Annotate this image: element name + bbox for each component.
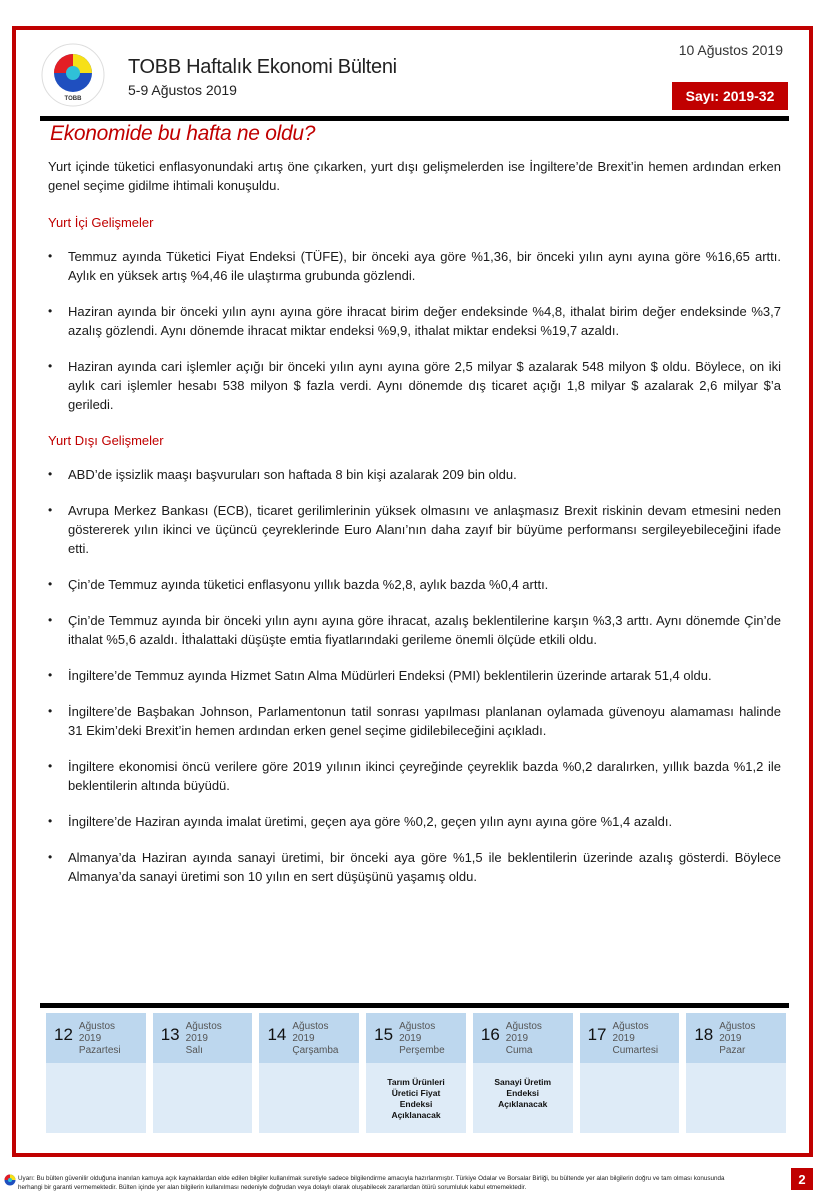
disclaimer-text: Uyarı: Bu bülten güvenilir olduğuna inanılan kamuya açık kaynaklardan elde edilen bilgiler kullanılmak suretiyle sadece bilgilendirme amacıyla hazırlanmıştır. Türkiye Odalar ve Borsalar Birliği, bu bültende yer alan bilgilerin doğru ve tam olması konusunda herhangi bir garanti vermemektedir. Bülten içinde yer alan bilgilerin kullanılması nedeniyle doğrudan veya dolaylı olarak oluşabilecek zararlardan ötürü sorumluluk kabul etmemektedir.: [18, 1175, 725, 1191]
calendar-day: [686, 1013, 786, 1133]
list-item: • İngiltere ekonomisi öncü verilere göre 2019 yılının ikinci çeyreğinde çeyreklik bazda %0,2 daralırken, yıllık bazda %1,2 ile beklentilerin altında büyüdü.: [48, 757, 781, 795]
day-month: Ağustos 2019: [292, 1021, 329, 1044]
header-divider: [40, 116, 789, 121]
svg-text:TOBB: TOBB: [64, 96, 82, 102]
publication-date: 10 Ağustos 2019: [678, 42, 783, 58]
list-item: • Çin’de Temmuz ayında bir önceki yılın aynı ayına göre ihracat, azalış beklentilerine karşın %3,3 arttı. Aynı dönemde Çin’de ithalat %5,6 azaldı. İthalattaki düşüşte emtia fiyatlarındaki gerileme önemli ölçüde etkili oldu.: [48, 611, 781, 649]
intro-paragraph: Yurt içinde tüketici enflasyonundaki artış öne çıkarken, yurt dışı gelişmelerden ise İngiltere’de Brexit’in hemen ardından erken genel seçime gidilme ihtimali konuşuldu.: [48, 159, 781, 193]
day-month: Ağustos 2019: [78, 1021, 116, 1044]
list-item: • Çin’de Temmuz ayında tüketici enflasyonu yıllık bazda %2,8, aylık bazda %0,4 arttı.: [48, 575, 781, 594]
day-month: Ağustos 2019: [719, 1021, 756, 1044]
list-item: • ABD’de işsizlik maaşı başvuruları son haftada 8 bin kişi azalarak 209 bin oldu.: [48, 465, 781, 484]
list-item: • Temmuz ayında Tüketici Fiyat Endeksi (TÜFE), bir önceki aya göre %1,36, bir önceki yılın aynı ayına göre %16,65 arttı. Aylık en yüksek artış %4,46 ile ulaştırma grubunda gözlendi.: [48, 247, 781, 285]
calendar-day: [46, 1013, 146, 1133]
day-month: Ağustos 2019: [505, 1021, 542, 1044]
section-headline: Ekonomide bu hafta ne oldu?: [50, 122, 316, 145]
day-number: 15: [374, 1025, 394, 1044]
list-item: • İngiltere’de Temmuz ayında Hizmet Satın Alma Müdürleri Endeksi (PMI) beklentilerin üzerinde artarak 51,4 oldu.: [48, 666, 781, 685]
calendar-day-body: [153, 1063, 253, 1133]
calendar-day-body: [46, 1063, 146, 1133]
list-item: • Haziran ayında bir önceki yılın aynı ayına göre ihracat birim değer endeksinde %4,8, ithalat birim değer endeksinde %3,7 azalış gözlendi. Aynı dönemde ihracat miktar endeksi %9,9, ithalat miktar endeksi %19,7 azaldı.: [48, 302, 781, 340]
calendar-divider: [40, 1003, 789, 1008]
day-month: Ağustos 2019: [185, 1021, 222, 1044]
day-number: 14: [267, 1025, 287, 1044]
list-item: • Almanya’da Haziran ayında sanayi üretimi, bir önceki aya göre %1,5 ile beklentilerin üzerinde azalış gösterdi. Böylece Almanya’da sanayi üretimi son 10 yılın en sert düşüşünü yaşamış oldu.: [48, 848, 781, 886]
calendar-day-body: [473, 1063, 573, 1133]
calendar-day-body: [580, 1063, 680, 1133]
domestic-list: [48, 247, 781, 414]
list-item: • İngiltere’de Haziran ayında imalat üretimi, geçen aya göre %0,2, geçen yılın aynı ayına göre %1,4 azaldı.: [48, 812, 781, 831]
calendar-day-header: [473, 1013, 573, 1063]
calendar-day-body: [366, 1063, 466, 1133]
day-number: 17: [587, 1025, 607, 1044]
tobb-logo-icon: [40, 42, 106, 108]
list-item: • Avrupa Merkez Bankası (ECB), ticaret gerilimlerinin yüksek olmasını ve anlaşmasız Brexit riskinin devam etmesini neden göstererek yılın ikinci ve üçüncü çeyreklerinde Euro Alanı’nın daha zayıf bir büyüme performansı sergileyebileceğini ifade etti.: [48, 501, 781, 558]
day-event: Tarım Ürünleri Üretici Fiyat Endeksi Açıklanacak: [387, 1077, 445, 1120]
calendar-day: [259, 1013, 359, 1133]
calendar-day-header: [366, 1013, 466, 1063]
day-weekday: Çarşamba: [292, 1045, 339, 1056]
day-weekday: Pazar: [719, 1045, 746, 1056]
issue-badge: Sayı: 2019-32: [672, 82, 788, 110]
day-month: Ağustos 2019: [399, 1021, 436, 1044]
calendar-day: [580, 1013, 680, 1133]
bulletin-title: TOBB Haftalık Ekonomi Bülteni: [128, 56, 397, 78]
main-content: [48, 157, 781, 903]
calendar-day-header: [580, 1013, 680, 1063]
day-weekday: Cuma: [505, 1045, 533, 1056]
day-weekday: Cumartesi: [612, 1045, 659, 1056]
domestic-section-title: Yurt İçi Gelişmeler: [48, 215, 154, 230]
calendar-day-body: [686, 1063, 786, 1133]
day-month: Ağustos 2019: [612, 1021, 649, 1044]
page-number: 2: [791, 1168, 813, 1190]
foreign-list: [48, 465, 781, 886]
footer-logo-icon: [4, 1174, 16, 1186]
day-number: 16: [480, 1025, 500, 1044]
day-event: Sanayi Üretim Endeksi Açıklanacak: [494, 1077, 552, 1109]
foreign-section-title: Yurt Dışı Gelişmeler: [48, 433, 164, 448]
calendar-day-header: [153, 1013, 253, 1063]
weekly-calendar: [46, 1013, 786, 1133]
calendar-day-body: [259, 1063, 359, 1133]
calendar-day: [153, 1013, 253, 1133]
day-weekday: Pazartesi: [78, 1045, 121, 1056]
day-number: 12: [54, 1025, 73, 1044]
calendar-day-header: [686, 1013, 786, 1063]
calendar-day: [473, 1013, 573, 1133]
day-weekday: Perşembe: [399, 1045, 445, 1056]
day-number: 13: [160, 1025, 180, 1044]
day-number: 18: [694, 1025, 714, 1044]
bulletin-week-range: 5-9 Ağustos 2019: [128, 82, 237, 98]
list-item: • Haziran ayında cari işlemler açığı bir önceki yılın aynı ayına göre 2,5 milyar $ azalarak 548 milyon $ oldu. Böylece, on iki aylık cari işlemler hesabı 538 milyon $ fazla verdi. Aynı dönemde dış ticaret açığı 1,8 milyar $ azalarak 2,6 milyar $’a geriledi.: [48, 357, 781, 414]
calendar-day-header: [46, 1013, 146, 1063]
list-item: • İngiltere’de Başbakan Johnson, Parlamentonun tatil sonrası yapılması planlanan oylamada güvenoyu alamaması halinde 31 Ekim’deki Brexit’in hemen ardından erken genel seçime gidilebileceğini açıkladı.: [48, 702, 781, 740]
calendar-day-header: [259, 1013, 359, 1063]
day-weekday: Salı: [185, 1045, 203, 1056]
calendar-day: [366, 1013, 466, 1133]
